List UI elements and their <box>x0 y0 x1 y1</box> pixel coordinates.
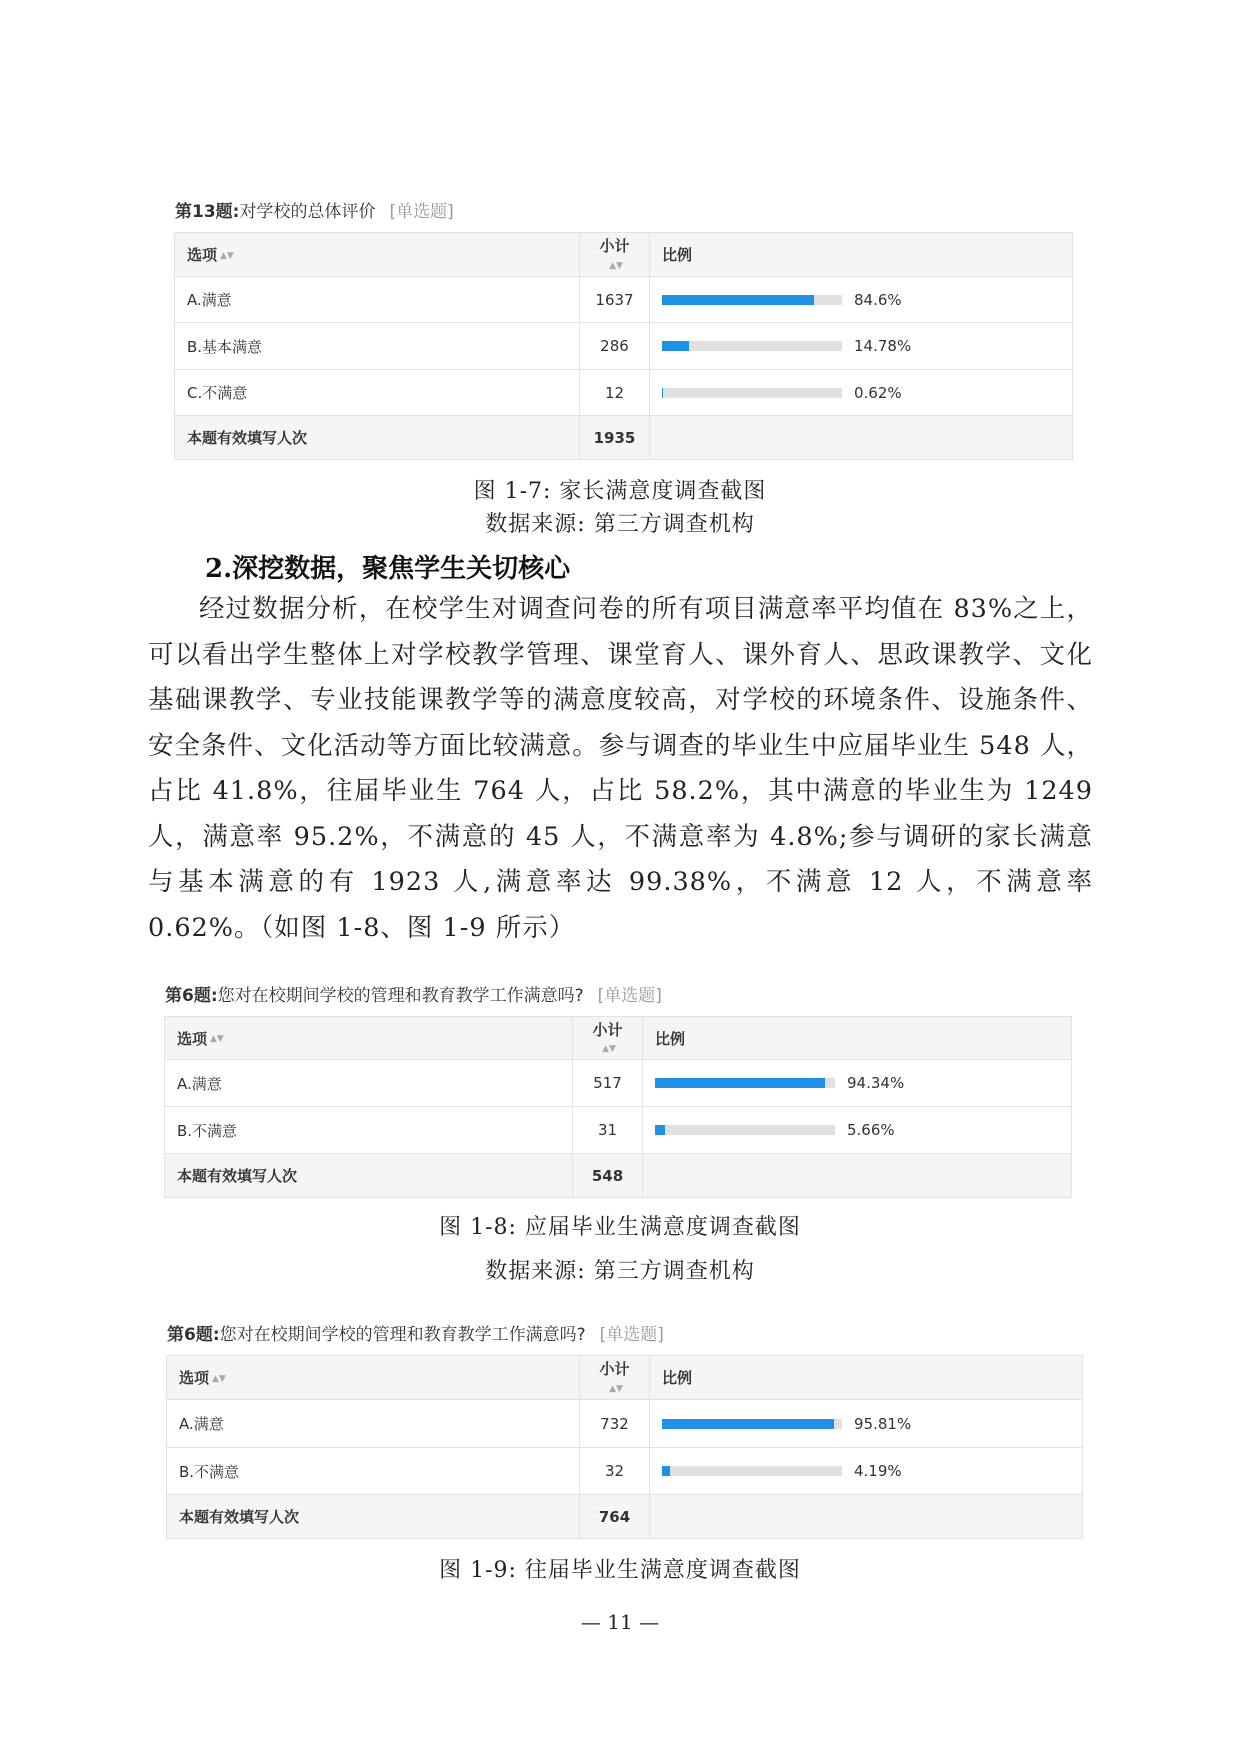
percent-label: 4.19% <box>854 1462 902 1480</box>
table-total-row <box>167 1495 1083 1539</box>
table-row <box>175 370 1073 416</box>
count-value: 31 <box>573 1107 643 1154</box>
count-value: 1637 <box>580 277 650 323</box>
sort-icon[interactable]: ▲▼ <box>212 1373 226 1384</box>
data-source-1: 数据来源: 第三方调查机构 <box>485 512 755 537</box>
data-source-2: 数据来源: 第三方调查机构 <box>485 1259 755 1284</box>
percent-bar <box>662 1415 1070 1433</box>
total-value: 1935 <box>580 416 650 460</box>
percent-label: 84.6% <box>854 290 902 309</box>
option-label: C.不满意 <box>175 370 580 416</box>
survey3-question-number: 第6题: <box>167 1325 220 1345</box>
page-number: — 11 — <box>580 1610 660 1634</box>
survey1-question-text: 对学校的总体评价 <box>239 202 376 222</box>
figure-caption-1-8: 图 1-8: 应届毕业生满意度调查截图 <box>439 1215 801 1240</box>
percent-bar-fill <box>662 388 663 398</box>
percent-bar <box>662 384 1060 402</box>
total-label: 本题有效填写人次 <box>165 1154 573 1198</box>
percent-bar-fill <box>662 295 814 305</box>
sort-icon[interactable]: ▲▼ <box>609 260 623 271</box>
total-label: 本题有效填写人次 <box>167 1495 580 1539</box>
percent-bar-fill <box>662 1466 670 1476</box>
total-value: 764 <box>580 1495 650 1539</box>
percent-bar-fill <box>655 1078 825 1088</box>
body-paragraph: 经过数据分析，在校学生对调查问卷的所有项目满意率平均值在 83%之上，可以看出学生整体上对学校教学管理、课堂育人、课外育人、思政课教学、文化基础课教学、专业技能课教学等的满意度较高，对学校的环境条件、设施条件、安全条件、文化活动等方面比较满意。参与调查的毕业生中应届毕业生 548 人，占比 41.8%，往届毕业生 764 人，占比 58.2%，其中满意的毕业生为 1249 人，满意率 95.2%，不满意的 45 人，不满意率为 4.8%;参与调研的家长满意与基本满意的有 1923 人,满意率达 99.38%，不满意 12 人，不满意率 0.62%。（如图 1-8、图 1-9 所示） <box>148 594 1093 943</box>
count-value: 12 <box>580 370 650 416</box>
survey1-table <box>174 232 1073 460</box>
sort-icon[interactable]: ▲▼ <box>602 1044 616 1054</box>
figure-caption-1-7: 图 1-7: 家长满意度调查截图 <box>473 479 767 504</box>
survey1-title <box>175 197 454 222</box>
percent-label: 5.66% <box>847 1121 895 1139</box>
table-header-row <box>167 1356 1083 1400</box>
survey3-type-tag: [单选题] <box>599 1325 664 1345</box>
option-label: B.不满意 <box>165 1107 573 1154</box>
column-header-ratio: 比例 <box>643 1017 1072 1060</box>
count-value: 517 <box>573 1060 643 1107</box>
option-label: B.基本满意 <box>175 323 580 370</box>
survey3-table <box>166 1355 1083 1539</box>
percent-bar <box>662 337 1060 355</box>
table-row <box>167 1448 1083 1495</box>
total-label: 本题有效填写人次 <box>175 416 580 460</box>
option-label: A.满意 <box>175 277 580 323</box>
column-header-option[interactable]: 选项 ▲▼ <box>167 1356 580 1400</box>
table-row <box>175 323 1073 370</box>
table-header-row <box>175 233 1073 277</box>
table-header-row <box>165 1017 1072 1060</box>
survey1-type-tag: [单选题] <box>389 202 454 222</box>
table-total-row <box>165 1154 1072 1198</box>
sort-icon[interactable]: ▲▼ <box>609 1383 623 1394</box>
percent-bar <box>655 1121 1059 1139</box>
table-row <box>165 1060 1072 1107</box>
percent-bar <box>655 1074 1059 1092</box>
column-header-ratio: 比例 <box>650 1356 1083 1400</box>
sort-icon[interactable]: ▲▼ <box>210 1034 224 1044</box>
table-row <box>167 1400 1083 1448</box>
count-value: 732 <box>580 1400 650 1448</box>
survey1-question-number: 第13题: <box>175 202 240 222</box>
count-value: 32 <box>580 1448 650 1495</box>
table-row <box>175 277 1073 323</box>
percent-bar-fill <box>662 1419 834 1429</box>
percent-bar-fill <box>662 341 689 351</box>
column-header-option[interactable]: 选项 ▲▼ <box>175 233 580 277</box>
column-header-count[interactable]: 小计▲▼ <box>573 1017 643 1060</box>
column-header-count[interactable]: 小计▲▼ <box>580 1356 650 1400</box>
option-label: A.满意 <box>165 1060 573 1107</box>
figure-caption-1-9: 图 1-9: 往届毕业生满意度调查截图 <box>439 1558 801 1583</box>
percent-label: 95.81% <box>854 1414 912 1433</box>
percent-bar <box>662 1462 1070 1480</box>
option-label: B.不满意 <box>167 1448 580 1495</box>
section-heading: 2.深挖数据，聚焦学生关切核心 <box>205 554 571 584</box>
survey2-question-number: 第6题: <box>165 986 218 1006</box>
percent-bar <box>662 291 1060 309</box>
survey2-question-text: 您对在校期间学校的管理和教育教学工作满意吗? <box>217 986 584 1006</box>
option-label: A.满意 <box>167 1400 580 1448</box>
survey2-title <box>165 981 662 1006</box>
percent-label: 0.62% <box>854 383 902 402</box>
sort-icon[interactable]: ▲▼ <box>220 250 234 261</box>
percent-bar-fill <box>655 1125 665 1135</box>
survey3-question-text: 您对在校期间学校的管理和教育教学工作满意吗? <box>219 1325 586 1345</box>
percent-label: 94.34% <box>847 1074 905 1092</box>
table-total-row <box>175 416 1073 460</box>
survey2-table <box>164 1016 1072 1198</box>
column-header-count[interactable]: 小计▲▼ <box>580 233 650 277</box>
survey2-type-tag: [单选题] <box>597 986 662 1006</box>
percent-label: 14.78% <box>854 337 912 355</box>
column-header-ratio: 比例 <box>650 233 1073 277</box>
column-header-option[interactable]: 选项 ▲▼ <box>165 1017 573 1060</box>
count-value: 286 <box>580 323 650 370</box>
survey3-title <box>167 1320 664 1345</box>
table-row <box>165 1107 1072 1154</box>
total-value: 548 <box>573 1154 643 1198</box>
